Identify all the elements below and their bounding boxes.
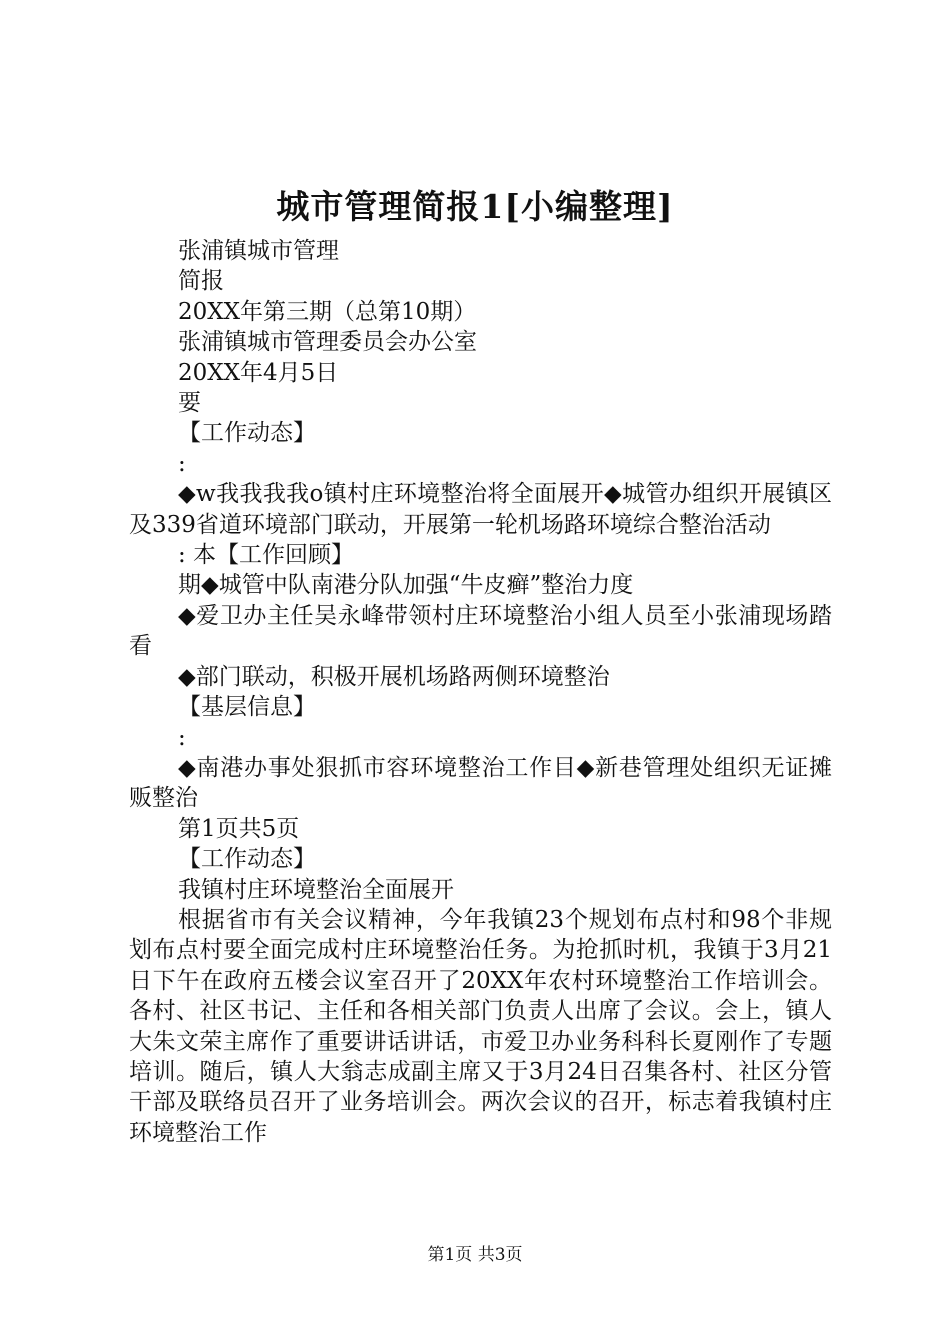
paragraph: 简报 xyxy=(178,268,224,295)
paragraph: ◆南港办事处狠抓市容环境整治工作目◆新巷管理处组织无证摊贩整治 xyxy=(129,754,832,812)
paragraph: 根据省市有关会议精神，今年我镇23个规划布点村和98个非规划布点村要全面完成村庄环境整治任务。为抢抓时机，我镇于3月21日下午在政府五楼会议室召开了20XX年农村环境整治工作培训会。各村、社区书记、主任和各相关部门负责人出席了会议。会上，镇人大朱文荣主席作了重要讲话讲话，市爱卫办业务科科长夏刚作了专题培训。随后，镇人大翁志成副主席又于3月24日召集各村、社区分管干部及联络员召开了业务培训会。两次会议的召开，标志着我镇村庄环境整治工作 xyxy=(129,906,832,1146)
paragraph: ◆部门联动，积极开展机场路两侧环境整治 xyxy=(178,663,610,690)
paragraph: 张浦镇城市管理 xyxy=(178,238,339,264)
paragraph: 20XX年4月5日 xyxy=(178,359,339,386)
section-heading: 【基层信息】 xyxy=(178,694,316,721)
document-title: 城市管理简报1[小编整理] xyxy=(276,187,674,226)
paragraph: 张浦镇城市管理委员会办公室 xyxy=(178,329,477,356)
paragraph: 期◆城管中队南港分队加强“牛皮癣”整治力度 xyxy=(178,572,634,599)
paragraph: ◆w我我我我o镇村庄环境整治将全面展开◆城管办组织开展镇区及339省道环境部门联动，开展第一轮机场路环境综合整治活动 xyxy=(129,481,832,538)
section-heading: 【工作动态】 xyxy=(178,420,316,447)
paragraph: 要 xyxy=(178,390,201,417)
paragraph: 第1页共5页 xyxy=(178,815,300,842)
paragraph: 20XX年第三期（总第10期） xyxy=(178,298,477,325)
section-heading: 【工作动态】 xyxy=(178,846,316,873)
paragraph: 我镇村庄环境整治全面展开 xyxy=(178,876,454,903)
paragraph: : xyxy=(178,724,186,751)
document-body xyxy=(129,236,832,1148)
page-footer: 第1页 共3页 xyxy=(427,1245,523,1265)
paragraph: : 本【工作回顾】 xyxy=(178,542,355,569)
paragraph: ◆爱卫办主任吴永峰带领村庄环境整治小组人员至小张浦现场踏看 xyxy=(129,602,832,660)
paragraph: : xyxy=(178,450,186,477)
